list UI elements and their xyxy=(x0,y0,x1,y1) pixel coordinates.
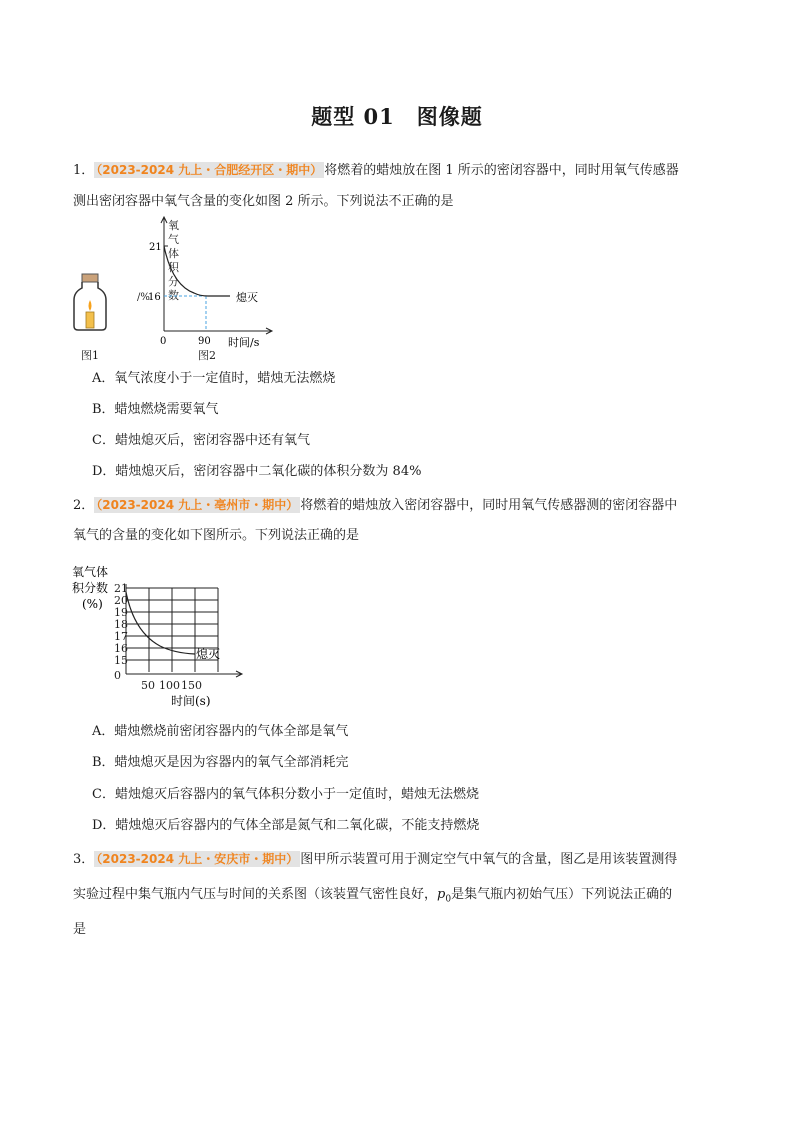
q3-stem2a: 实验过程中集气瓶内气压与时间的关系图（该装置气密性良好， xyxy=(73,887,438,902)
q3-p0-sub: 0 xyxy=(445,894,452,905)
q1-ylabel-unit: /% xyxy=(137,292,150,303)
q3-number: 3． xyxy=(73,852,95,867)
q1-ylabel-char: 积 xyxy=(168,261,179,274)
q1-option-c[interactable]: C．蜡烛熄灭后，密闭容器中还有氧气 xyxy=(92,433,310,448)
q2-ytick-label: 19 xyxy=(114,606,128,619)
q2-stem-line2: 氧气的含量的变化如下图所示。下列说法正确的是 xyxy=(73,528,360,543)
page-title xyxy=(0,101,794,131)
q1-annotation: 熄灭 xyxy=(236,291,258,304)
q2-xtick-label: 150 xyxy=(181,679,202,692)
q3-stem-line2 xyxy=(73,886,672,909)
q1-ylabel-char: 气 xyxy=(168,233,179,246)
q2-curve xyxy=(126,592,195,654)
q2-source-tag: （2023-2024 九上・亳州市・期中） xyxy=(96,498,299,512)
q2-stem1: 将燃着的蜡烛放入密闭容器中，同时用氧气传感器测的密闭容器中 xyxy=(300,498,678,513)
candle-flame-icon xyxy=(89,300,92,311)
q2-xlabel: 时间(s) xyxy=(171,694,211,708)
q2-ytick-label: 16 xyxy=(114,642,128,655)
q2-option-d[interactable]: D．蜡烛熄灭后容器内的气体全部是氮气和二氧化碳，不能支持燃烧 xyxy=(92,818,480,833)
q1-xlabel: 时间/s xyxy=(228,336,260,349)
q2-xtick-label: 100 xyxy=(159,679,180,692)
q1-source-tag: （2023-2024 九上・合肥经开区・期中） xyxy=(96,163,323,177)
q2-ylabel-line1: 氧气体 xyxy=(72,565,109,579)
q1-ylabel-char: 体 xyxy=(168,247,179,260)
q2-xtick-label: 0 xyxy=(114,669,121,682)
q1-stem-line2: 测出密闭容器中氧气含量的变化如图 2 所示。下列说法不正确的是 xyxy=(73,194,454,209)
q2-ylabel-line2: 积分数 xyxy=(72,581,109,595)
q2-option-a[interactable]: A．蜡烛燃烧前密闭容器内的气体全部是氧气 xyxy=(92,724,349,739)
q1-fig2-label: 图2 xyxy=(198,349,216,362)
q2-xtick-label: 50 xyxy=(141,679,155,692)
q1-ylabel-char: 分 xyxy=(168,275,179,288)
q1-figure1-bottle xyxy=(70,270,110,334)
q1-option-d[interactable]: D．蜡烛熄灭后，密闭容器中二氧化碳的体积分数为 84% xyxy=(92,464,422,479)
q2-ytick-label: 15 xyxy=(114,654,128,667)
q2-ytick-label: 18 xyxy=(114,618,128,631)
q3-stem-line1 xyxy=(73,850,677,869)
title-part2: 图像题 xyxy=(416,104,483,129)
q1-ylabel-char: 数 xyxy=(168,289,179,302)
q3-stem2b: 是集气瓶内初始气压）下列说法正确的 xyxy=(451,887,673,902)
q2-number: 2． xyxy=(73,498,95,513)
q1-option-a[interactable]: A．氧气浓度小于一定值时，蜡烛无法燃烧 xyxy=(92,371,336,386)
q3-source-tag: （2023-2024 九上・安庆市・期中） xyxy=(96,852,299,866)
q1-xtick-label: 90 xyxy=(198,336,211,347)
q2-ytick-label: 17 xyxy=(114,630,128,643)
q3-stem-line3: 是 xyxy=(73,922,87,937)
q1-ylabel xyxy=(137,218,180,303)
q1-xtick-label: 0 xyxy=(160,336,167,347)
q2-option-c[interactable]: C．蜡烛熄灭后容器内的氧气体积分数小于一定值时，蜡烛无法燃烧 xyxy=(92,787,479,802)
q2-ytick-label: 21 xyxy=(114,582,128,595)
q1-stem1: 将燃着的蜡烛放在图 1 所示的密闭容器中，同时用氧气传感器 xyxy=(324,163,679,178)
q1-ytick-label: 16 xyxy=(148,292,161,303)
q1-number: 1． xyxy=(73,163,95,178)
q2-option-b[interactable]: B．蜡烛熄灭是因为容器内的氧气全部消耗完 xyxy=(92,755,349,770)
q1-option-b[interactable]: B．蜡烛燃烧需要氧气 xyxy=(92,402,219,417)
title-part1: 题型 01 xyxy=(311,104,395,129)
q2-ytick-label: 20 xyxy=(114,594,128,607)
bottle-cork xyxy=(82,274,98,282)
q2-stem-line1 xyxy=(73,496,677,515)
candle-body xyxy=(86,312,94,328)
q1-ylabel-char: 氧 xyxy=(168,219,179,232)
q2-annotation: 熄灭 xyxy=(196,647,221,661)
q1-fig1-label: 图1 xyxy=(81,349,99,362)
q3-p0: p xyxy=(437,887,446,902)
q1-stem-line1 xyxy=(73,161,679,180)
q2-chart xyxy=(70,562,250,712)
q3-stem1: 图甲所示装置可用于测定空气中氧气的含量，图乙是用该装置测得 xyxy=(300,852,678,867)
q2-ylabel-line3: (%) xyxy=(82,597,103,611)
q1-ytick-label: 21 xyxy=(149,242,162,253)
